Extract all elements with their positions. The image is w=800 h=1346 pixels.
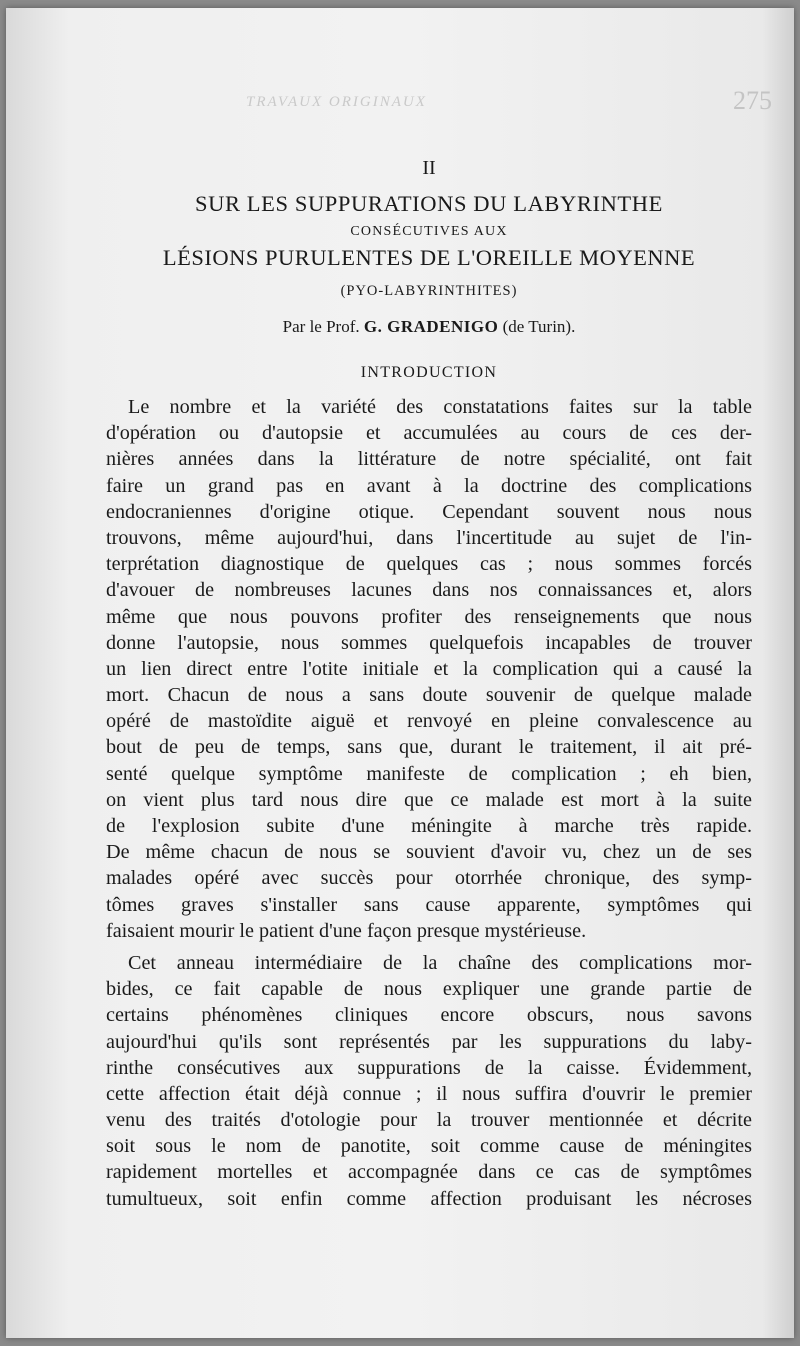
text-line: aujourd'hui qu'ils sont représentés par les suppurations du laby-: [106, 1030, 752, 1053]
text-line: soit sous le nom de panotite, soit comme cause de méningites: [106, 1135, 752, 1158]
author-prefix: Par le Prof.: [282, 317, 360, 336]
text-line: Cet anneau intermédiaire de la chaîne des complications mor-: [128, 951, 752, 974]
title-line-2: LÉSIONS PURULENTES DE L'OREILLE MOYENNE: [162, 245, 696, 270]
text-line: endocraniennes d'origine otique. Cependant souvent nous nous: [106, 500, 752, 523]
text-line: certains phénomènes cliniques encore obscurs, nous savons: [106, 1004, 752, 1027]
running-head-bleedthrough: TRAVAUX ORIGINAUX: [246, 94, 427, 110]
text-line: tômes graves s'installer sans cause apparente, symptômes qui: [106, 893, 752, 916]
text-line: tumultueux, soit enfin comme affection produisant les nécroses: [106, 1187, 752, 1210]
title-parenthetical: (PYO-LABYRINTHITES): [340, 283, 518, 299]
text-line: trouvons, même aujourd'hui, dans l'incertitude au sujet de l'in-: [106, 526, 752, 549]
title-line-1: SUR LES SUPPURATIONS DU LABYRINTHE: [195, 191, 663, 216]
text-line: faire un grand pas en avant à la doctrine des complications: [106, 474, 752, 497]
article: [106, 156, 752, 1212]
text-line: un lien direct entre l'otite initiale et la complication qui a causé la: [106, 657, 752, 680]
text-line: bout de peu de temps, sans que, durant le traitement, il ait pré-: [106, 736, 752, 759]
text-line: Le nombre et la variété des constatations faites sur la table: [128, 396, 752, 418]
text-line: opéré de mastoïdite aiguë et renvoyé en pleine convalescence au: [106, 710, 752, 733]
chapter-number: II: [422, 157, 436, 179]
text-line: d'avouer de nombreuses lacunes dans nos connaissances et, alors: [106, 579, 752, 602]
text-line: rapidement mortelles et accompagnée dans ce cas de symptômes: [106, 1161, 752, 1184]
text-line: malades opéré avec succès pour otorrhée chronique, des symp-: [106, 867, 752, 890]
text-line: cette affection était déjà connue ; il nous suffira d'ouvrir le premier: [106, 1082, 752, 1105]
section-heading: INTRODUCTION: [360, 364, 498, 381]
text-line: on vient plus tard nous dire que ce malade est mort à la suite: [106, 788, 752, 811]
text-line: d'opération ou d'autopsie et accumulées au cours de ces der-: [106, 422, 752, 445]
text-line: faisaient mourir le patient d'une façon presque mystérieuse.: [106, 919, 587, 942]
text-line: senté quelque symptôme manifeste de complication ; eh bien,: [106, 762, 752, 785]
text-line: mort. Chacun de nous a sans doute souvenir de quelque malade: [106, 684, 752, 707]
text-line: nières années dans la littérature de notre spécialité, ont fait: [106, 448, 752, 471]
text-line: bides, ce fait capable de nous expliquer une grande partie de: [106, 978, 752, 1001]
body-paragraph-2: [106, 950, 752, 1212]
text-line: terprétation diagnostique de quelques cas ; nous sommes forcés: [106, 553, 752, 576]
body-paragraph-1: [106, 394, 752, 944]
text-line: De même chacun de nous se souvient d'avoir vu, chez un de ses: [106, 841, 752, 864]
text-line: donne l'autopsie, nous sommes quelquefois incapables de trouver: [106, 631, 752, 654]
author-line: [106, 316, 752, 338]
book-page: [6, 8, 794, 1338]
text-line: de l'explosion subite d'une méningite à marche très rapide.: [106, 815, 752, 837]
title-subtitle: CONSÉCUTIVES AUX: [350, 224, 508, 239]
page-number-bleedthrough: 275: [733, 86, 772, 115]
author-name: G. GRADENIGO: [363, 317, 499, 336]
text-line: rinthe consécutives aux suppurations de la caisse. Évidemment,: [106, 1056, 752, 1079]
author-affiliation: (de Turin).: [502, 317, 576, 336]
text-line: venu des traités d'otologie pour la trouver mentionnée et décrite: [106, 1109, 752, 1132]
text-line: même que nous pouvons profiter des renseignements que nous: [106, 605, 752, 628]
